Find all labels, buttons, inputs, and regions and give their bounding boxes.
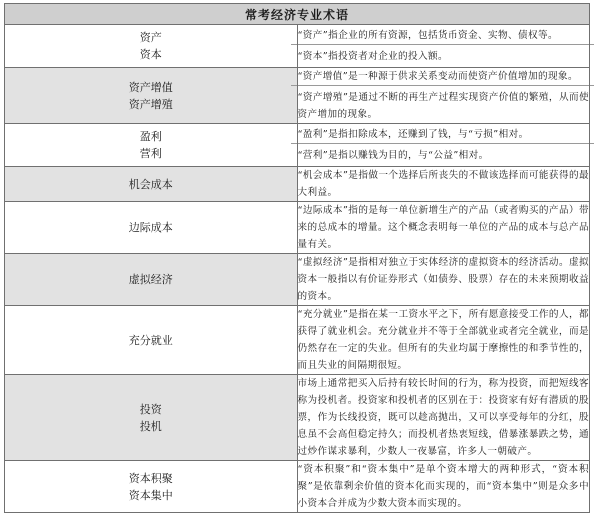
term-cell — [5, 306, 298, 375]
definition-cell — [297, 202, 590, 254]
definition-text: “虚拟经济”是指相对独立于实体经济的虚拟资本的经济活动。虚拟资本一般指以有价证券形式（如债券、股票）存在的未来预期收益的资本。 — [298, 254, 590, 305]
term-label: 资产增值 — [5, 79, 297, 96]
table-row — [5, 124, 590, 167]
term-label: 充分就业 — [5, 332, 297, 349]
term-label: 资本积聚 — [5, 470, 297, 487]
definition-cell — [297, 167, 590, 202]
term-label: 投机 — [5, 418, 297, 435]
table-row — [5, 461, 590, 513]
term-cell — [5, 461, 298, 513]
definition-cell — [297, 124, 590, 167]
term-label: 边际成本 — [5, 219, 297, 236]
definition-text: “资产增值”是一种源于供求关系变动而使资产价值增加的现象。 — [298, 68, 590, 85]
table-row — [5, 254, 590, 306]
table-row — [5, 68, 590, 124]
term-label: 资产 — [5, 29, 297, 46]
term-cell — [5, 254, 298, 306]
definition-text: “营利”是指以赚钱为目的，与“公益”相对。 — [291, 143, 594, 164]
table-row — [5, 167, 590, 202]
term-label: 资产增殖 — [5, 96, 297, 113]
term-cell — [5, 375, 298, 461]
definition-cell — [297, 68, 590, 124]
table-row — [5, 306, 590, 375]
definition-text: 市场上通常把买入后持有较长时间的行为，称为投资，而把短线客称为投机者。投资家和投机者的区别在于：投资家有好有潜质的股票，作为长线投资，既可以趁高抛出，又可以享受每年的分红，股息虽不会高但稳定持久；而投机者热衷短线，借暴涨暴跌之势，通过炒作谋求暴利，少数人一夜暴富，许多人一朝破产。 — [298, 375, 590, 460]
definition-text: “充分就业”是指在某一工资水平之下，所有愿意接受工作的人，都获得了就业机会。充分就业并不等于全部就业或者完全就业，而是仍然存在一定的失业。但所有的失业均属于摩擦性的和季节性的，而且失业的间隔期很短。 — [298, 306, 590, 374]
table-title: 常考经济专业术语 — [5, 4, 590, 25]
definition-text: “盈利”是指扣除成本，还赚到了钱，与“亏损”相对。 — [298, 126, 590, 143]
economics-terms-table — [4, 3, 590, 513]
definition-text: “资产”指企业的所有资源，包括货币资金、实物、债权等。 — [298, 27, 590, 44]
table-row — [5, 375, 590, 461]
term-label: 机会成本 — [5, 176, 297, 193]
term-label: 投资 — [5, 401, 297, 418]
term-label: 虚拟经济 — [5, 271, 297, 288]
term-cell — [5, 68, 298, 124]
definition-text: “资本”指投资者对企业的投入额。 — [291, 44, 594, 65]
definition-cell — [297, 375, 590, 461]
term-cell — [5, 124, 298, 167]
term-cell — [5, 167, 298, 202]
definition-cell — [297, 254, 590, 306]
term-label: 资本集中 — [5, 487, 297, 504]
table-row — [5, 25, 590, 68]
definition-text: “边际成本”指的是每一单位新增生产的产品（或者购买的产品）带来的总成本的增量。这个概念表明每一单位的产品的成本与总产品量有关。 — [298, 202, 590, 253]
definition-text: “资本积聚”和“资本集中”是单个资本增大的两种形式，“资本积聚”是依靠剩余价值的资本化而实现的，而“资本集中”则是众多中小资本合并成为少数大资本而实现的。 — [298, 461, 590, 512]
definition-text: “机会成本”是指做一个选择后所丧失的不做该选择而可能获得的最大利益。 — [298, 167, 590, 201]
term-cell — [5, 25, 298, 68]
table-row — [5, 202, 590, 254]
definition-text: “资产增殖”是通过不断的再生产过程实现资产价值的繁殖，从而使资产增加的现象。 — [291, 85, 594, 123]
term-cell — [5, 202, 298, 254]
term-label: 盈利 — [5, 128, 297, 145]
table-title-row — [5, 4, 590, 25]
term-label: 营利 — [5, 145, 297, 162]
definition-cell — [297, 25, 590, 68]
term-label: 资本 — [5, 46, 297, 63]
terms-table-container — [4, 3, 590, 513]
definition-cell — [297, 306, 590, 375]
definition-cell — [297, 461, 590, 513]
